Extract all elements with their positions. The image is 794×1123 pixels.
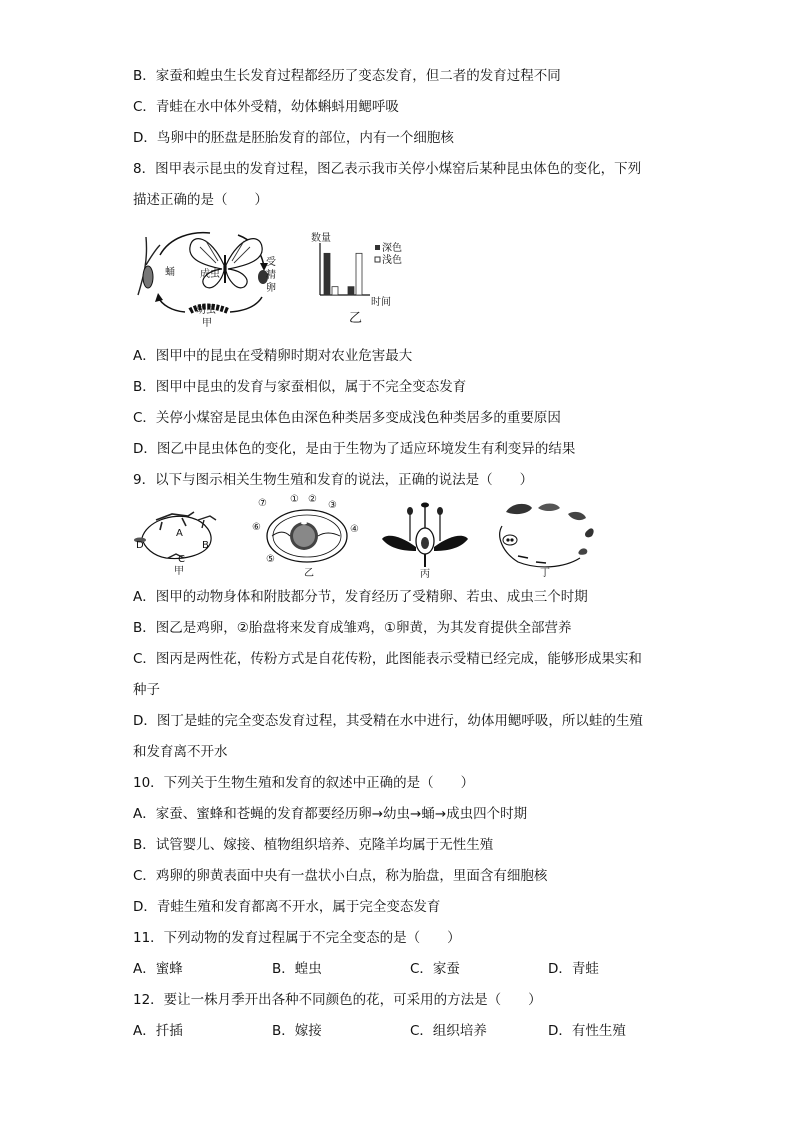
q7-option-d: D．鸟卵中的胚盘是胚胎发育的部位，内有一个细胞核 [133,130,454,146]
q9-option-d-line2: 和发育离不开水 [133,744,228,760]
q11-option-a: A．蜜蜂 [133,961,183,977]
q9-option-d-line1: D．图丁是蛙的完全变态发育过程，其受精在水中进行，幼体用鳃呼吸，所以蛙的生殖 [133,713,643,729]
label-pupa: 蛹 [165,267,175,278]
q10-option-d: D．青蛙生殖和发育都离不开水，属于完全变态发育 [133,899,441,915]
q9-egg-label-1: ① [290,494,299,505]
q8-option-c: C．关停小煤窑是昆虫体色由深色种类居多变成浅色种类居多的重要原因 [133,410,561,426]
figure-q9-yi-caption: 乙 [304,568,314,579]
q12-stem: 12．要让一株月季开出各种不同颜色的花，可采用的方法是（ ） [133,992,542,1008]
q11-option-c: C．家蚕 [410,961,460,977]
q12-option-a: A．扦插 [133,1023,183,1039]
q9-egg-label-6: ⑥ [252,522,261,533]
label-adult: 成虫 [200,269,220,280]
q11-stem: 11．下列动物的发育过程属于不完全变态的是（ ） [133,930,461,946]
q9-label-A: A [176,528,183,539]
q8-stem-line2: 描述正确的是（ ） [133,192,268,208]
figure-jia-insect-life-cycle [130,225,280,335]
legend-light-label: 浅色 [382,255,402,266]
q12-option-c: C．组织培养 [410,1023,487,1039]
q10-option-b: B．试管婴儿、嫁接、植物组织培养、克隆羊均属于无性生殖 [133,837,494,853]
q9-egg-label-7: ⑦ [258,498,267,509]
q8-option-a: A．图甲中的昆虫在受精卵时期对农业危害最大 [133,348,413,364]
chart-xlabel: 时间 [371,297,391,308]
figure-yi-bar-chart [305,235,415,330]
q9-label-B: B [202,540,209,551]
label-larva: 幼虫 [196,305,216,316]
q9-option-c-line1: C．图丙是两性花，传粉方式是自花传粉，此图能表示受精已经完成，能够形成果实和 [133,651,642,667]
label-egg-2: 精 [266,270,276,281]
q9-egg-label-2: ② [308,494,317,505]
q7-option-b: B．家蚕和蝗虫生长发育过程都经历了变态发育，但二者的发育过程不同 [133,68,561,84]
figure-yi-caption: 乙 [349,311,363,326]
q9-egg-label-5: ⑤ [266,554,275,565]
q9-stem: 9．以下与图示相关生物生殖和发育的说法，正确的说法是（ ） [133,472,534,488]
q9-egg-label-4: ④ [350,524,359,535]
q12-option-d: D．有性生殖 [548,1023,626,1039]
q8-stem-line1: 8．图甲表示昆虫的发育过程，图乙表示我市关停小煤窑后某种昆虫体色的变化，下列 [133,161,642,177]
figure-q9-bing-caption: 丙 [420,569,430,580]
q10-option-c: C．鸡卵的卵黄表面中央有一盘状小白点，称为胎盘，里面含有细胞核 [133,868,548,884]
q9-option-a: A．图甲的动物身体和附肢都分节，发育经历了受精卵、若虫、成虫三个时期 [133,589,588,605]
figure-q9-ding-caption: 丁 [540,568,550,579]
figure-q9-ding-frog [488,496,600,580]
figure-q9-jia-grasshopper [132,502,220,580]
legend-dark-label: 深色 [382,243,402,254]
bar-light-1 [332,287,338,295]
bar-dark-1 [324,253,330,295]
figure-jia-caption: 甲 [202,318,212,329]
q8-option-d: D．图乙中昆虫体色的变化，是由于生物为了适应环境发生有利变异的结果 [133,441,576,457]
q12-option-b: B．嫁接 [272,1023,322,1039]
q11-option-d: D．青蛙 [548,961,599,977]
label-egg-3: 卵 [266,283,276,294]
q9-egg-label-3: ③ [328,500,337,511]
legend-dark-swatch [375,245,380,250]
q9-label-D: D [136,540,144,551]
q10-stem: 10．下列关于生物生殖和发育的叙述中正确的是（ ） [133,775,475,791]
q8-option-b: B．图甲中昆虫的发育与家蚕相似，属于不完全变态发育 [133,379,467,395]
figure-q9-bing-flower [380,497,470,580]
bar-dark-2 [348,287,354,295]
label-egg-1: 受 [266,257,276,268]
q9-option-c-line2: 种子 [133,682,160,698]
q9-label-C: C [178,554,185,565]
q7-option-c: C．青蛙在水中体外受精，幼体蝌蚪用鳃呼吸 [133,99,399,115]
legend-light-swatch [375,257,380,262]
figure-q9-yi-egg [252,494,362,580]
q9-option-b: B．图乙是鸡卵，②胎盘将来发育成雏鸡，①卵黄，为其发育提供全部营养 [133,620,572,636]
q10-option-a: A．家蚕、蜜蜂和苍蝇的发育都要经历卵→幼虫→蛹→成虫四个时期 [133,806,528,822]
bar-light-2 [356,253,362,295]
figure-q9-jia-caption: 甲 [174,566,184,577]
q11-option-b: B．蝗虫 [272,961,322,977]
chart-ylabel: 数量 [311,233,331,244]
